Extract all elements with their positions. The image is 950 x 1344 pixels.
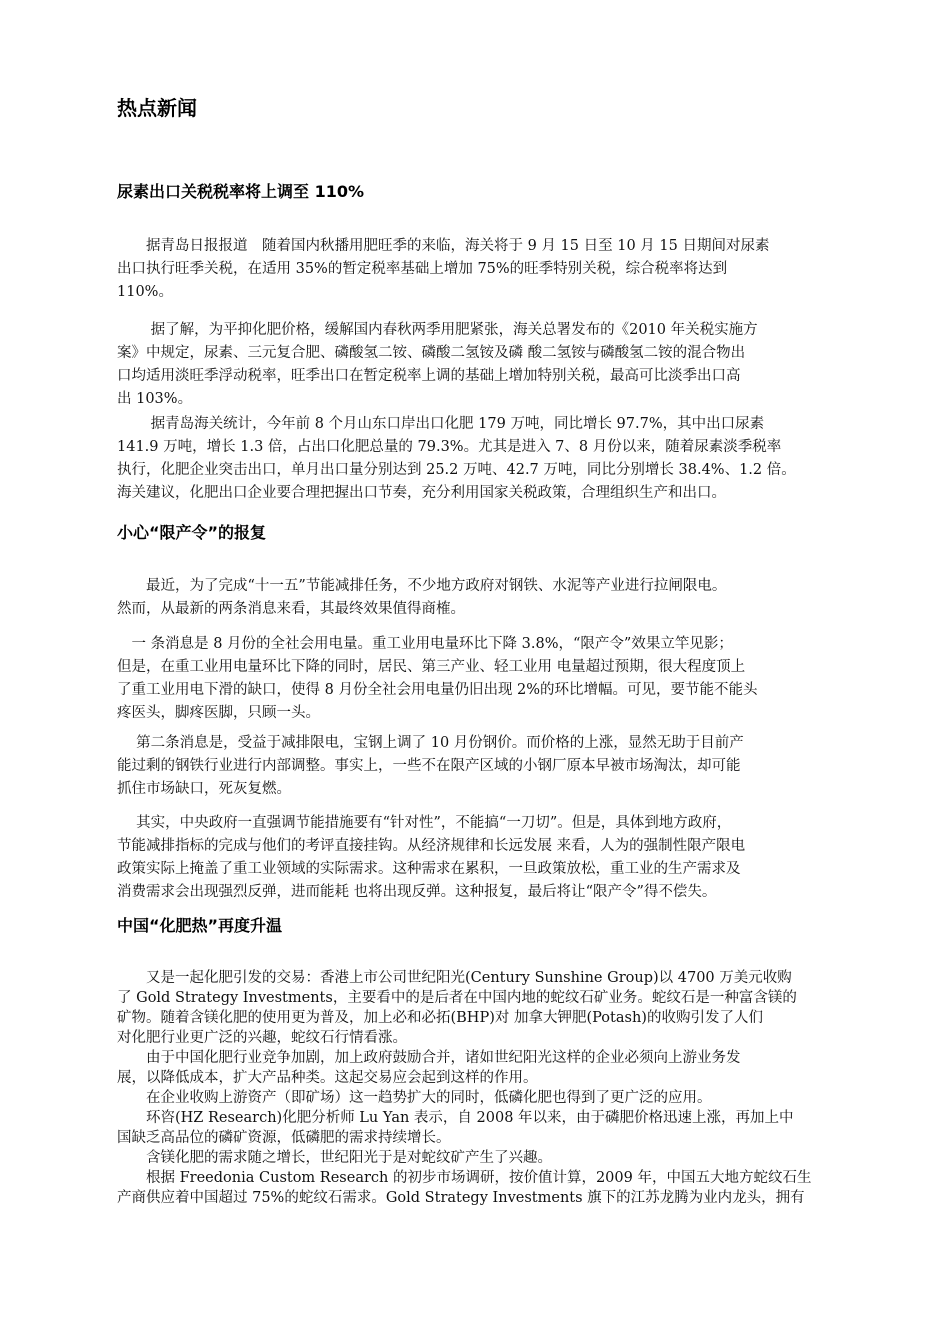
text-line: 对化肥行业更广泛的兴趣，蛇纹石行情看涨。 <box>117 1030 407 1046</box>
text-line: 口均适用淡旺季浮动税率，旺季出口在暂定税率上调的基础上增加特别关税，最高可比淡季出口高 <box>117 368 741 384</box>
text-line: 据了解，为平抑化肥价格，缓解国内春秋两季用肥紧张，海关总署发布的《2010 年关税实施方 <box>117 322 758 338</box>
text-line: 执行，化肥企业突击出口，单月出口量分别达到 25.2 万吨、42.7 万吨，同比分别增长 38.4%、1.2 倍。 <box>117 462 796 478</box>
page-title: 热点新闻 <box>117 96 197 120</box>
paragraph <box>117 732 853 801</box>
text-line: 但是，在重工业用电量环比下降的同时，居民、第三产业、轻工业用 电量超过预期，很大程度顶上 <box>117 659 746 675</box>
text-line: 第二条消息是，受益于减排限电，宝钢上调了 10 月份钢价。而价格的上涨，显然无助于目前产 <box>117 735 744 751</box>
text-line: 节能减排指标的完成与他们的考评直接挂钩。从经济规律和长远发展 来看，人为的强制性限产限电 <box>117 838 746 854</box>
section-heading-fertilizer-boom: 中国“化肥热”再度升温 <box>117 916 283 935</box>
text-line: 产商供应着中国超过 75%的蛇纹石需求。Gold Strategy Investments 旗下的江苏龙腾为业内龙头，拥有 <box>117 1190 805 1206</box>
text-line: 在企业收购上游资产（即矿场）这一趋势扩大的同时，低磷化肥也得到了更广泛的应用。 <box>117 1090 712 1106</box>
text-line: 疼医头，脚疼医脚，只顾一头。 <box>117 705 320 721</box>
text-line: 由于中国化肥行业竞争加剧，加上政府鼓励合并，诸如世纪阳光这样的企业必须向上游业务发 <box>117 1050 741 1066</box>
text-line: 矿物。随着含镁化肥的使用更为普及，加上必和必拓(BHP)对 加拿大钾肥(Potash)的收购引发了人们 <box>117 1010 763 1026</box>
paragraph <box>117 235 853 304</box>
text-line: 根据 Freedonia Custom Research 的初步市场调研，按价值计算，2009 年，中国五大地方蛇纹石生 <box>117 1170 812 1186</box>
paragraph <box>117 968 853 1208</box>
text-line: 国缺乏高品位的磷矿资源，低磷肥的需求持续增长。 <box>117 1130 451 1146</box>
text-line: 一 条消息是 8 月份的全社会用电量。重工业用电量环比下降 3.8%，“限产令”效果立竿见影； <box>117 636 733 652</box>
paragraph <box>117 413 853 505</box>
section-heading-urea-tariff: 尿素出口关税税率将上调至 110% <box>117 182 365 201</box>
text-line: 110%。 <box>117 284 173 300</box>
text-line: 出口执行旺季关税，在适用 35%的暂定税率基础上增加 75%的旺季特别关税，综合税率将达到 <box>117 261 728 277</box>
text-line: 据青岛日报报道 随着国内秋播用肥旺季的来临，海关将于 9 月 15 日至 10 月 15 日期间对尿素 <box>117 238 770 254</box>
text-line: 案》中规定，尿素、三元复合肥、磷酸氢二铵、磷酸二氢铵及磷 酸二氢铵与磷酸氢二铵的混合物出 <box>117 345 746 361</box>
text-line: 出 103%。 <box>117 391 193 407</box>
text-line: 环咨(HZ Research)化肥分析师 Lu Yan 表示，自 2008 年以来，由于磷肥价格迅速上涨，再加上中 <box>117 1110 794 1126</box>
text-line: 141.9 万吨，增长 1.3 倍，占出口化肥总量的 79.3%。尤其是进入 7、8 月份以来，随着尿素淡季税率 <box>117 439 782 455</box>
paragraph <box>117 575 853 621</box>
text-line: 海关建议，化肥出口企业要合理把握出口节奏，充分利用国家关税政策，合理组织生产和出口。 <box>117 485 726 501</box>
text-line: 抓住市场缺口，死灰复燃。 <box>117 781 291 797</box>
paragraph <box>117 319 853 411</box>
text-line: 了 Gold Strategy Investments，主要看中的是后者在中国内地的蛇纹石矿业务。蛇纹石是一种富含镁的 <box>117 990 797 1006</box>
section-heading-production-limit: 小心“限产令”的报复 <box>117 523 267 542</box>
text-line: 了重工业用电下滑的缺口，使得 8 月份全社会用电量仍旧出现 2%的环比增幅。可见，要节能不能头 <box>117 682 758 698</box>
text-line: 消费需求会出现强烈反弹，进而能耗 也将出现反弹。这种报复，最后将让“限产令”得不偿失。 <box>117 884 717 900</box>
text-line: 含镁化肥的需求随之增长，世纪阳光于是对蛇纹矿产生了兴趣。 <box>117 1150 552 1166</box>
text-line: 据青岛海关统计，今年前 8 个月山东口岸出口化肥 179 万吨，同比增长 97.7%，其中出口尿素 <box>117 416 765 432</box>
text-line: 最近，为了完成“十一五”节能减排任务，不少地方政府对钢铁、水泥等产业进行拉闸限电。 <box>117 578 727 594</box>
text-line: 展，以降低成本，扩大产品种类。这起交易应会起到这样的作用。 <box>117 1070 538 1086</box>
text-line: 又是一起化肥引发的交易：香港上市公司世纪阳光(Century Sunshine Group)以 4700 万美元收购 <box>117 970 792 986</box>
paragraph <box>117 633 853 725</box>
text-line: 然而，从最新的两条消息来看，其最终效果值得商榷。 <box>117 601 465 617</box>
text-line: 能过剩的钢铁行业进行内部调整。事实上，一些不在限产区域的小钢厂原本早被市场淘汰，却可能 <box>117 758 741 774</box>
text-line: 政策实际上掩盖了重工业领域的实际需求。这种需求在累积，一旦政策放松，重工业的生产需求及 <box>117 861 741 877</box>
paragraph <box>117 812 853 904</box>
text-line: 其实，中央政府一直强调节能措施要有“针对性”，不能搞“一刀切”。但是，具体到地方政府， <box>117 815 732 831</box>
